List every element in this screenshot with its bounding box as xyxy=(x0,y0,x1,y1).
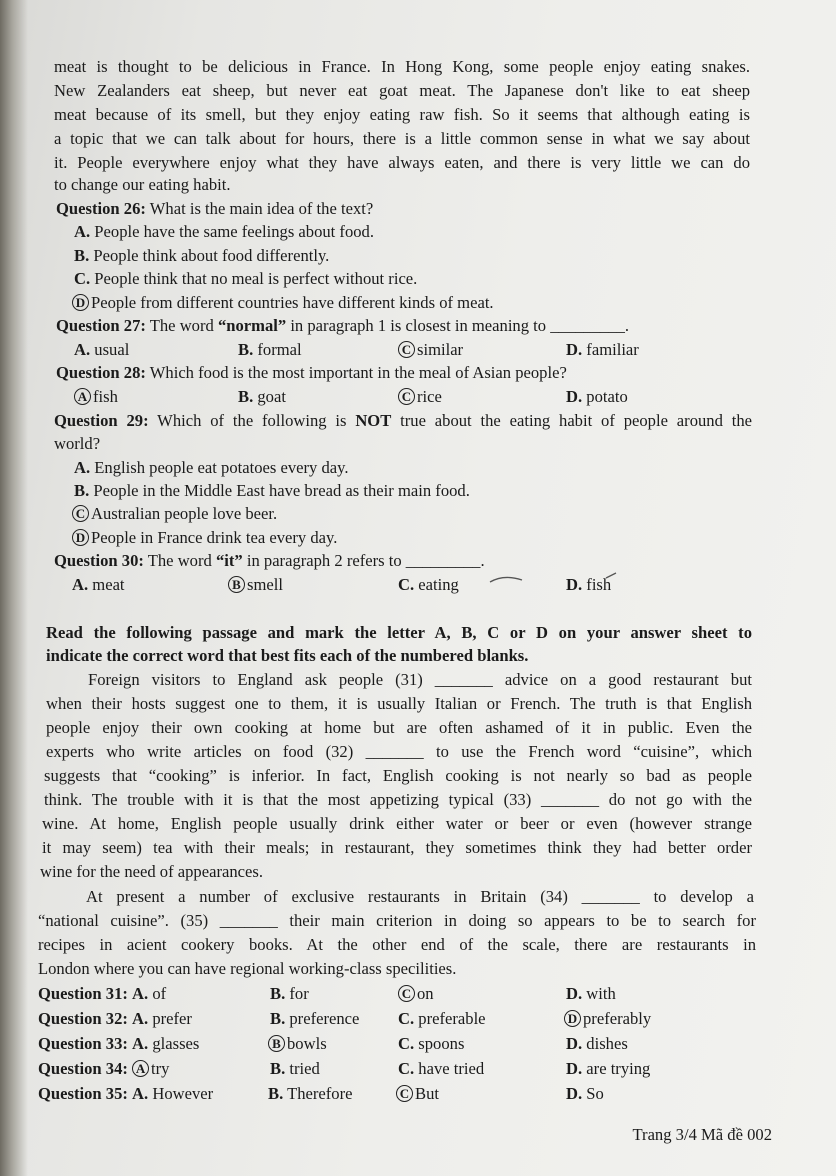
q29-option-d-circled[interactable]: D People in France drink tea every day. xyxy=(72,527,337,549)
answer-circle: D xyxy=(564,1010,581,1027)
cloze-line: suggests that “cooking” is inferior. In fact, English cooking is not nearly so bad as people xyxy=(44,766,752,785)
answer-circle: C xyxy=(72,505,89,522)
cloze-line: wine for the need of appearances. xyxy=(40,862,263,881)
q27-option-d[interactable]: D. familiar xyxy=(566,340,639,359)
cloze-line: “national cuisine”. (35) _______ their main criterion in doing so appears to be to search for xyxy=(38,911,756,930)
question-27: Question 27: The word “normal” in paragraph 1 is closest in meaning to _________. xyxy=(56,316,630,335)
page-footer: Trang 3/4 Mã đề 002 xyxy=(632,1125,772,1144)
answer-circle: B xyxy=(268,1035,285,1052)
question-35: Question 35: A. However xyxy=(38,1084,214,1103)
section-instruction: Read the following passage and mark the letter A, B, C or D on your answer sheet to xyxy=(46,623,752,642)
passage-line: meat is thought to be delicious in France. In Hong Kong, some people enjoy eating snakes. xyxy=(54,57,750,76)
section-instruction: indicate the correct word that best fits each of the numbered blanks. xyxy=(46,646,529,665)
passage-line: a topic that we can talk about for hours, there is a little common sense in what we say about xyxy=(54,129,750,148)
q35-option-c-circled[interactable]: C But xyxy=(396,1083,439,1105)
cloze-line: At present a number of exclusive restaurants in Britain (34) _______ to develop a xyxy=(86,887,754,906)
q26-option-c[interactable]: C. People think that no meal is perfect without rice. xyxy=(74,269,418,288)
q26-option-d-circled[interactable]: D People from different countries have different kinds of meat. xyxy=(72,292,494,314)
q31-option-b[interactable]: B. for xyxy=(270,984,309,1003)
q33-option-c[interactable]: C. spoons xyxy=(398,1034,465,1053)
answer-circle: A xyxy=(74,388,91,405)
cloze-line: experts who write articles on food (32) _______ to use the French word “cuisine”, which xyxy=(46,742,752,761)
q32-option-c[interactable]: C. preferable xyxy=(398,1009,486,1028)
q28-option-d[interactable]: D. potato xyxy=(566,387,628,406)
q34-option-c[interactable]: C. have tried xyxy=(398,1059,485,1078)
q28-option-a-circled[interactable]: A fish xyxy=(74,386,118,408)
answer-circle: B xyxy=(228,576,245,593)
q35-option-d[interactable]: D. So xyxy=(566,1084,604,1103)
cloze-line: think. The trouble with it is that the most appetizing typical (33) _______ do not go with the xyxy=(44,790,752,809)
q26-option-b[interactable]: B. People think about food differently. xyxy=(74,246,330,265)
passage-line: to change our eating habit. xyxy=(54,175,231,194)
q28-option-b[interactable]: B. goat xyxy=(238,387,286,406)
cloze-line: recipes in acient cookery books. At the other end of the scale, there are restaurants in xyxy=(38,935,756,954)
question-26 xyxy=(56,198,373,220)
q27-option-a[interactable]: A. usual xyxy=(74,340,130,359)
question-28: Question 28: Which food is the most important in the meal of Asian people? xyxy=(56,363,567,382)
answer-circle[interactable]: A xyxy=(132,1060,149,1077)
cloze-line: it may seem) tea with their meals; in restaurant, they sometimes think they had better order xyxy=(42,838,752,857)
answer-circle: C xyxy=(398,985,415,1002)
q31-option-c-circled[interactable]: C on xyxy=(398,983,434,1005)
q27-option-b[interactable]: B. formal xyxy=(238,340,302,359)
answer-circle: C xyxy=(396,1085,413,1102)
question-34: Question 34: A try xyxy=(38,1059,170,1078)
question-29-cont: world? xyxy=(54,434,101,453)
q31-option-d[interactable]: D. with xyxy=(566,984,616,1003)
question-label: Question 26: xyxy=(56,199,146,218)
q34-option-b[interactable]: B. tried xyxy=(270,1059,320,1078)
answer-circle: C xyxy=(398,388,415,405)
question-30: Question 30: The word “it” in paragraph 2 refers to _________. xyxy=(54,551,485,570)
q29-option-c-circled[interactable]: C Australian people love beer. xyxy=(72,503,277,525)
q34-option-d[interactable]: D. are trying xyxy=(566,1059,651,1078)
q33-option-d[interactable]: D. dishes xyxy=(566,1034,628,1053)
cloze-line: Foreign visitors to England ask people (31) _______ advice on a good restaurant but xyxy=(88,670,752,689)
passage-line: it. People everywhere enjoy what they have always eaten, and there is very little we can do xyxy=(54,153,750,172)
cloze-line: people enjoy their own cooking at home but are often ashamed of it in public. Even the xyxy=(46,718,752,737)
q32-option-b[interactable]: B. preference xyxy=(270,1009,360,1028)
pen-scribble-icon xyxy=(488,570,628,590)
q30-option-a[interactable]: A. meat xyxy=(72,575,125,594)
question-text: What is the main idea of the text? xyxy=(149,199,374,218)
question-31: Question 31: A. of xyxy=(38,984,167,1003)
passage-line: meat because of its smell, but they enjoy eating raw fish. So it seems that although eating is xyxy=(54,105,750,124)
question-32: Question 32: A. prefer xyxy=(38,1009,192,1028)
q30-option-b-circled[interactable]: B smell xyxy=(228,574,283,596)
answer-circle: D xyxy=(72,294,89,311)
q29-option-a[interactable]: A. English people eat potatoes every day. xyxy=(74,458,349,477)
q29-option-b[interactable]: B. People in the Middle East have bread as their main food. xyxy=(74,481,470,500)
cloze-line: when their hosts suggest one to them, it is usually Italian or French. The truth is that English xyxy=(46,694,752,713)
q35-option-b[interactable]: B. Therefore xyxy=(268,1084,353,1103)
question-29: Question 29: Which of the following is NOT true about the eating habit of people around the xyxy=(54,411,752,430)
answer-circle: D xyxy=(72,529,89,546)
q28-option-c-circled[interactable]: C rice xyxy=(398,386,442,408)
answer-circle: C xyxy=(398,341,415,358)
question-33: Question 33: A. glasses xyxy=(38,1034,200,1053)
q26-option-a[interactable]: A. People have the same feelings about food. xyxy=(74,222,375,241)
q30-option-d[interactable]: D. fish xyxy=(566,575,612,594)
cloze-line: wine. At home, English people usually drink either water or beer or even (however strange xyxy=(42,814,752,833)
page-edge-shadow xyxy=(0,0,28,1176)
q27-option-c-circled[interactable]: C similar xyxy=(398,339,463,361)
q32-option-d-circled[interactable]: D preferably xyxy=(564,1008,651,1030)
q30-option-c[interactable]: C. eating xyxy=(398,575,459,594)
cloze-line: London where you can have regional working-class specilities. xyxy=(38,959,457,978)
q33-option-b-circled[interactable]: B bowls xyxy=(268,1033,327,1055)
passage-line: New Zealanders eat sheep, but never eat goat meat. The Japanese don't like to eat sheep xyxy=(54,81,750,100)
